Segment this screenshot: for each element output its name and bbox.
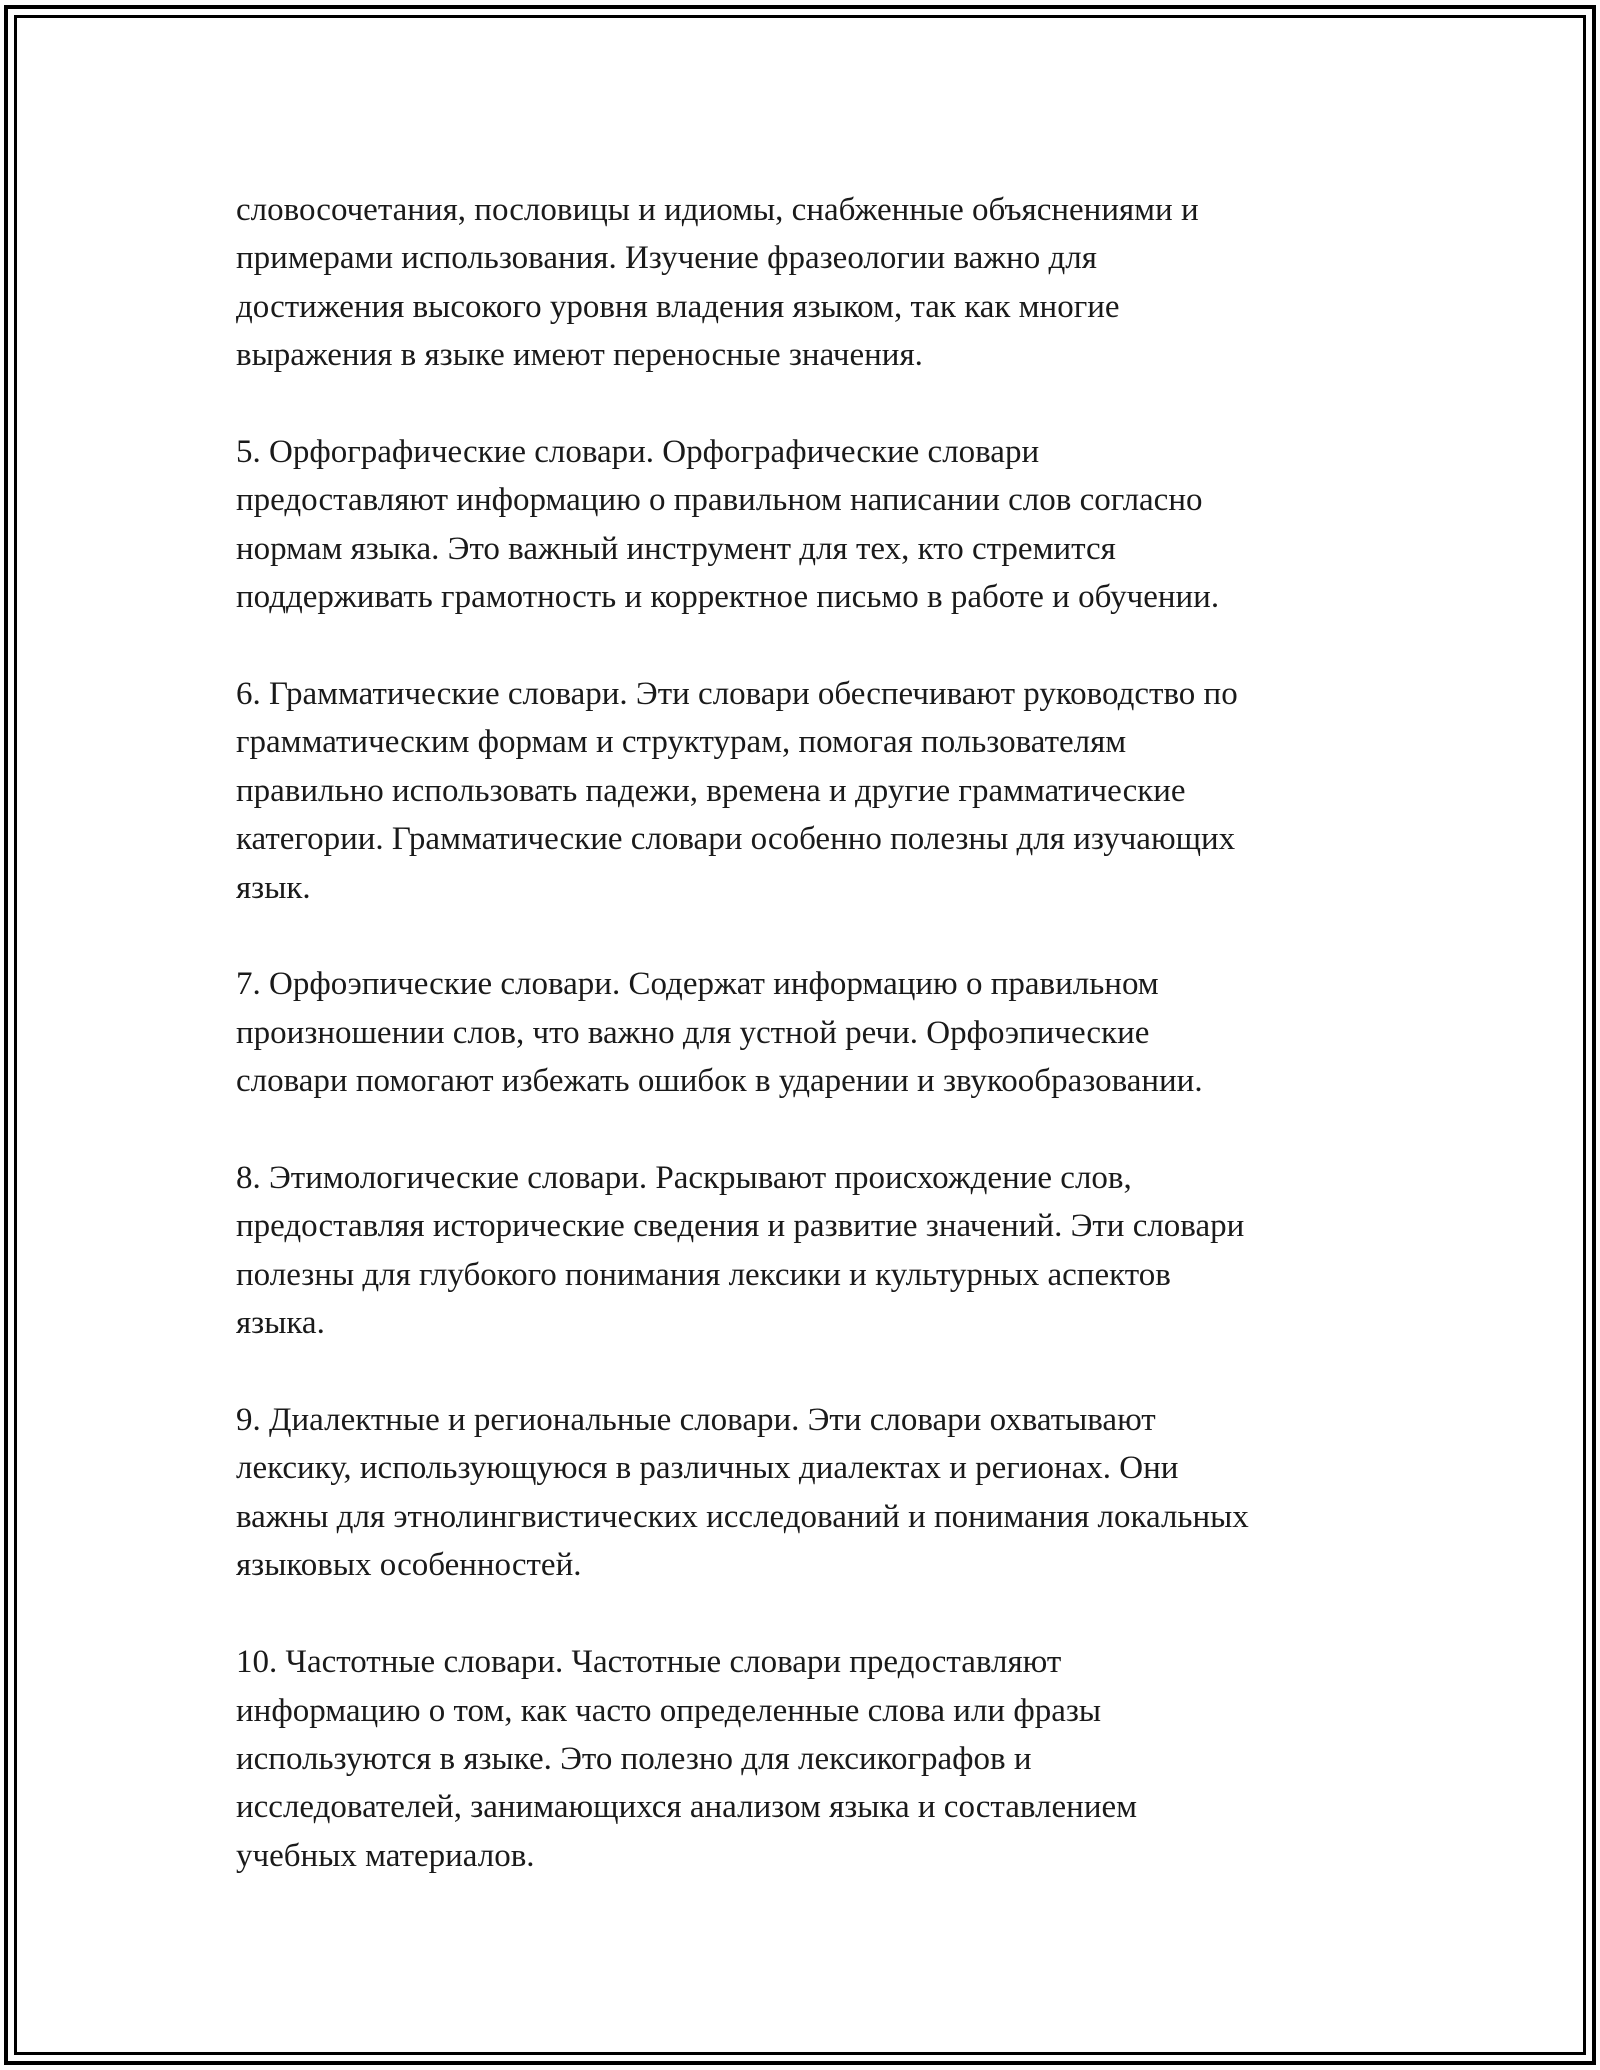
paragraph-etymological-dictionaries: 8. Этимологические словари. Раскрывают происхождение слов, предоставляя исторические сведения и развитие значений. Эти словари полезны для глубокого понимания лексики и культурных аспектов языка.: [236, 1160, 1245, 1342]
paragraph-orthographic-dictionaries: 5. Орфографические словари. Орфографические словари предоставляют информацию о правильном написании слов согласно нормам языка. Это важный инструмент для тех, кто стремится поддерживать грамотность и корректное письмо в работе и обучении.: [236, 434, 1220, 616]
paragraph-dialect-dictionaries: 9. Диалектные и региональные словари. Эти словари охватывают лексику, использующуюся в различных диалектах и регионах. Они важны для этнолингвистических исследований и понимания локальных языковых особенностей.: [236, 1402, 1249, 1584]
paragraph-grammatical-dictionaries: 6. Грамматические словари. Эти словари обеспечивают руководство по грамматическим формам и структурам, помогая пользователям правильно использовать падежи, времена и другие грамматические категории. Грамматические словари особенно полезны для изучающих язык.: [236, 676, 1238, 906]
paragraph-orthoepic-dictionaries: 7. Орфоэпические словари. Содержат информацию о правильном произношении слов, что важно для устной речи. Орфоэпические словари помогают избежать ошибок в ударении и звукообразовании.: [236, 966, 1203, 1100]
paragraph-frequency-dictionaries: 10. Частотные словари. Частотные словари предоставляют информацию о том, как часто определенные слова или фразы используются в языке. Это полезно для лексикографов и исследователей, занимающихся анализом языка и составлением учебных материалов.: [236, 1644, 1138, 1874]
document-body: [236, 186, 1376, 1880]
paragraph-phraseology-continued: словосочетания, пословицы и идиомы, снабженные объяснениями и примерами использования. Изучение фразеологии важно для достижения высокого уровня владения языком, так как многие выражения в языке имеют переносные значения.: [236, 192, 1199, 374]
